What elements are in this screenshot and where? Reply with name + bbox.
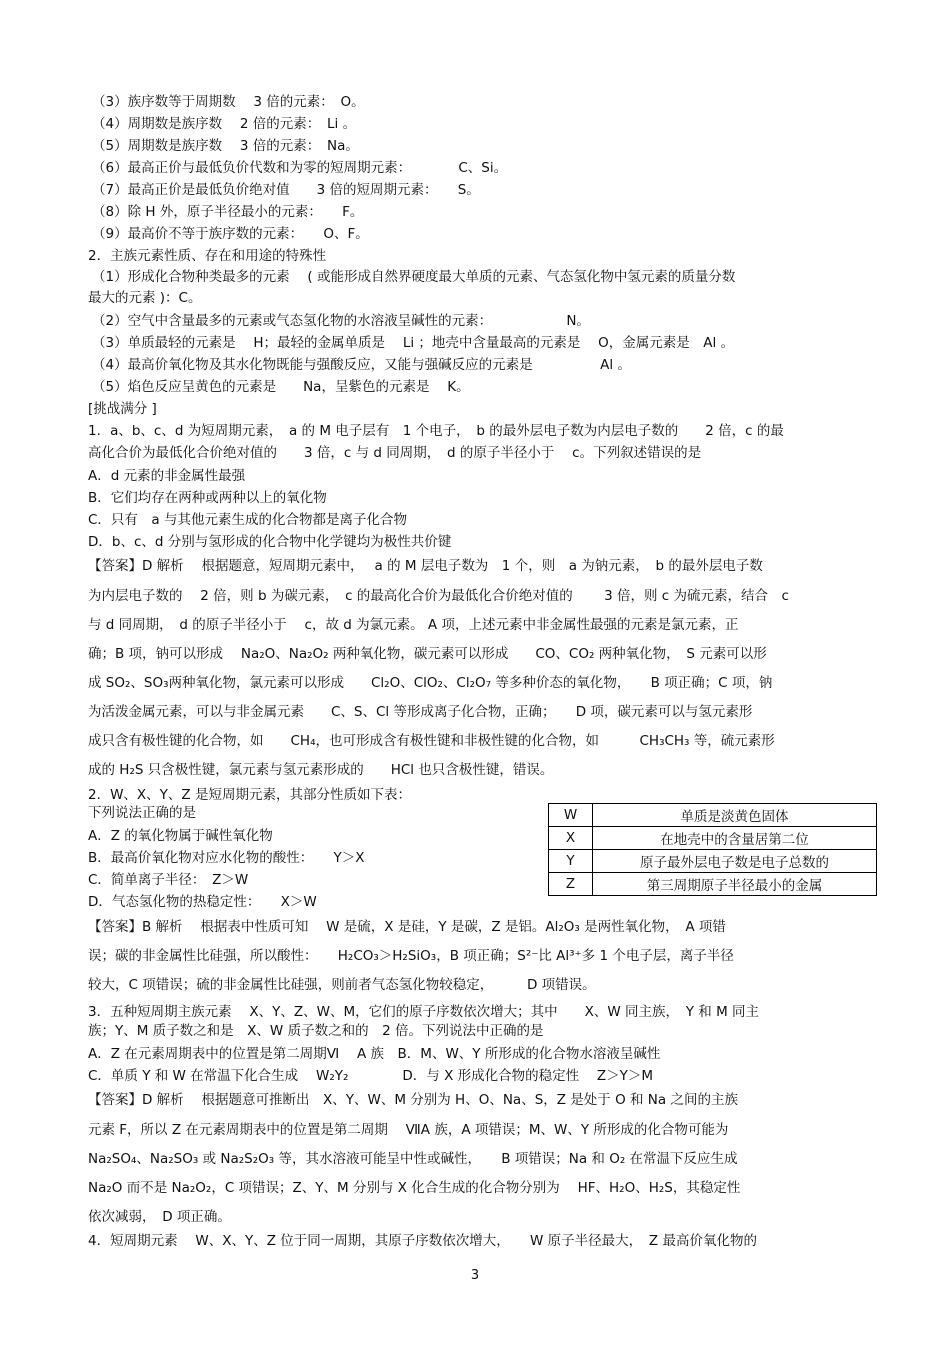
answer-line: 确；B 项，钠可以形成 Na₂O、Na₂O₂ 两种氧化物，碳元素可以形成 CO、CO₂ 两种氧化物， S 元素可以形 <box>88 646 767 662</box>
text-line: （9）最高价不等于族序数的元素： O、F。 <box>92 226 369 242</box>
table-row <box>549 873 877 896</box>
property-cell: 单质是淡黄色固体 <box>593 804 877 827</box>
answer-line: 为内层电子数的 2 倍，则 b 为碳元素， c 的最高化合价为最低化合价绝对值的 3 倍，则 c 为硫元素，结合 c <box>88 588 789 604</box>
answer-line: 为活泼金属元素，可以与非金属元素 C、S、Cl 等形成离子化合物，正确； D 项，碳元素可以与氢元素形 <box>88 704 753 720</box>
property-cell: 在地壳中的含量居第二位 <box>593 827 877 850</box>
element-cell: X <box>549 827 593 850</box>
question-line: 高化合价为最低化合价绝对值的 3 倍，c 与 d 同周期， d 的原子半径小于 c。下列叙述错误的是 <box>88 445 702 461</box>
option-line: D．气态氢化物的热稳定性： X＞W <box>88 894 317 910</box>
answer-line: 与 d 同周期， d 的原子半径小于 c，故 d 为氯元素。 A 项，上述元素中非金属性最强的元素是氯元素，正 <box>88 617 739 633</box>
page-number: 3 <box>470 1268 480 1283</box>
question-line: 族；Y、M 质子数之和是 X、W 质子数之和的 2 倍。下列说法中正确的是 <box>88 1023 544 1039</box>
question-line: 1．a、b、c、d 为短周期元素， a 的 M 电子层有 1 个电子， b 的最外层电子数为内层电子数的 2 倍，c 的最 <box>88 423 784 439</box>
element-cell: W <box>549 804 593 827</box>
question-line: 4．短周期元素 W、X、Y、Z 位于同一周期，其原子序数依次增大， W 原子半径最大， Z 最高价氧化物的 <box>88 1233 757 1249</box>
element-cell: Y <box>549 850 593 873</box>
answer-line: Na₂O 而不是 Na₂O₂，C 项错误；Z、Y、M 分别与 X 化合生成的化合物分别为 HF、H₂O、H₂S，其稳定性 <box>88 1180 741 1196</box>
answer-line: 【答案】D 解析 根据题意可推断出 X、Y、W、M 分别为 H、O、Na、S，Z 是处于 O 和 Na 之间的主族 <box>88 1092 738 1108</box>
option-line: A．Z 在元素周期表中的位置是第二周期Ⅵ A 族 B．M、W、Y 所形成的化合物水溶液呈碱性 <box>88 1046 661 1062</box>
text-line: （5）焰色反应呈黄色的元素是 Na，呈紫色的元素是 K。 <box>92 379 470 395</box>
section-heading: 2．主族元素性质、存在和用途的特殊性 <box>88 248 327 264</box>
question-line: 下列说法正确的是 <box>88 805 196 821</box>
question-line: 2．W、X、Y、Z 是短周期元素，其部分性质如下表： <box>88 787 411 803</box>
text-line: （7）最高正价是最低负价绝对值 3 倍的短周期元素： S。 <box>92 182 480 198</box>
text-line: 最大的元素 )：C。 <box>88 290 202 306</box>
answer-line: 成只含有极性键的化合物，如 CH₄，也可形成含有极性键和非极性键的化合物，如 CH₃CH₃ 等，硫元素形 <box>88 733 775 749</box>
text-line: （8）除 H 外，原子半径最小的元素： F。 <box>92 204 364 220</box>
table-row <box>549 804 877 827</box>
option-line: C．简单离子半径： Z＞W <box>88 872 249 888</box>
option-line: C．单质 Y 和 W 在常温下化合生成 W₂Y₂ D．与 X 形成化合物的稳定性 Z＞Y＞M <box>88 1068 654 1084</box>
answer-line: 【答案】D 解析 根据题意，短周期元素中， a 的 M 层电子数为 1 个，则 a 为钠元素， b 的最外层电子数 <box>88 558 763 574</box>
text-line: （3）单质最轻的元素是 H；最轻的金属单质是 Li ；地壳中含量最高的元素是 O，金属元素是 Al 。 <box>92 335 735 351</box>
property-cell: 原子最外层电子数是电子总数的 <box>593 850 877 873</box>
question-line: 3．五种短周期主族元素 X、Y、Z、W、M，它们的原子序数依次增大；其中 X、W 同主族， Y 和 M 同主 <box>88 1004 760 1020</box>
element-cell: Z <box>549 873 593 896</box>
element-property-table <box>548 803 877 896</box>
option-line: D．b、c、d 分别与氢形成的化合物中化学键均为极性共价键 <box>88 534 452 550</box>
answer-line: Na₂SO₄、Na₂SO₃ 或 Na₂S₂O₃ 等，其水溶液可能呈中性或碱性， B 项错误；Na 和 O₂ 在常温下反应生成 <box>88 1151 738 1167</box>
table-row <box>549 827 877 850</box>
text-line: （3）族序数等于周期数 3 倍的元素： O。 <box>92 94 365 110</box>
answer-line: 元素 F，所以 Z 在元素周期表中的位置是第二周期 ⅦA 族，A 项错误；M、W、Y 所形成的化合物可能为 <box>88 1122 729 1138</box>
property-cell: 第三周期原子半径最小的金属 <box>593 873 877 896</box>
text-line: （6）最高正价与最低负价代数和为零的短周期元素： C、Si。 <box>92 160 508 176</box>
answer-line: 较大，C 项错误；硫的非金属性比硅强，则前者气态氢化物较稳定， D 项错误。 <box>88 977 596 993</box>
option-line: C．只有 a 与其他元素生成的化合物都是离子化合物 <box>88 512 407 528</box>
text-line: （2）空气中含量最多的元素或气态氢化物的水溶液呈碱性的元素： N。 <box>92 313 590 329</box>
answer-line: 成 SO₂、SO₃两种氧化物，氯元素可以形成 Cl₂O、ClO₂、Cl₂O₇ 等多种价态的氧化物， B 项正确；C 项，钠 <box>88 675 773 691</box>
text-line: （1）形成化合物种类最多的元素 ( 或能形成自然界硬度最大单质的元素、气态氢化物中氢元素的质量分数 <box>92 269 736 285</box>
table-row <box>549 850 877 873</box>
option-line: A．Z 的氧化物属于碱性氧化物 <box>88 828 273 844</box>
option-line: B．最高价氧化物对应水化物的酸性： Y＞X <box>88 850 365 866</box>
section-heading: [挑战满分 ] <box>88 401 157 417</box>
text-line: （5）周期数是族序数 3 倍的元素： Na。 <box>92 138 359 154</box>
answer-line: 误；碳的非金属性比硅强，所以酸性： H₂CO₃＞H₂SiO₃，B 项正确；S²⁻比 Al³⁺多 1 个电子层，离子半径 <box>88 948 734 964</box>
option-line: A．d 元素的非金属性最强 <box>88 468 246 484</box>
answer-line: 【答案】B 解析 根据表中性质可知 W 是硫，X 是硅，Y 是碳，Z 是铝。Al₂O₃ 是两性氧化物， A 项错 <box>88 919 726 935</box>
answer-line: 依次减弱， D 项正确。 <box>88 1209 231 1225</box>
text-line: （4）周期数是族序数 2 倍的元素： Li 。 <box>92 116 357 132</box>
answer-line: 成的 H₂S 只含极性键，氯元素与氢元素形成的 HCl 也只含极性键，错误。 <box>88 762 554 778</box>
option-line: B．它们均存在两种或两种以上的氧化物 <box>88 490 327 506</box>
text-line: （4）最高价氧化物及其水化物既能与强酸反应，又能与强碱反应的元素是 Al 。 <box>92 357 631 373</box>
